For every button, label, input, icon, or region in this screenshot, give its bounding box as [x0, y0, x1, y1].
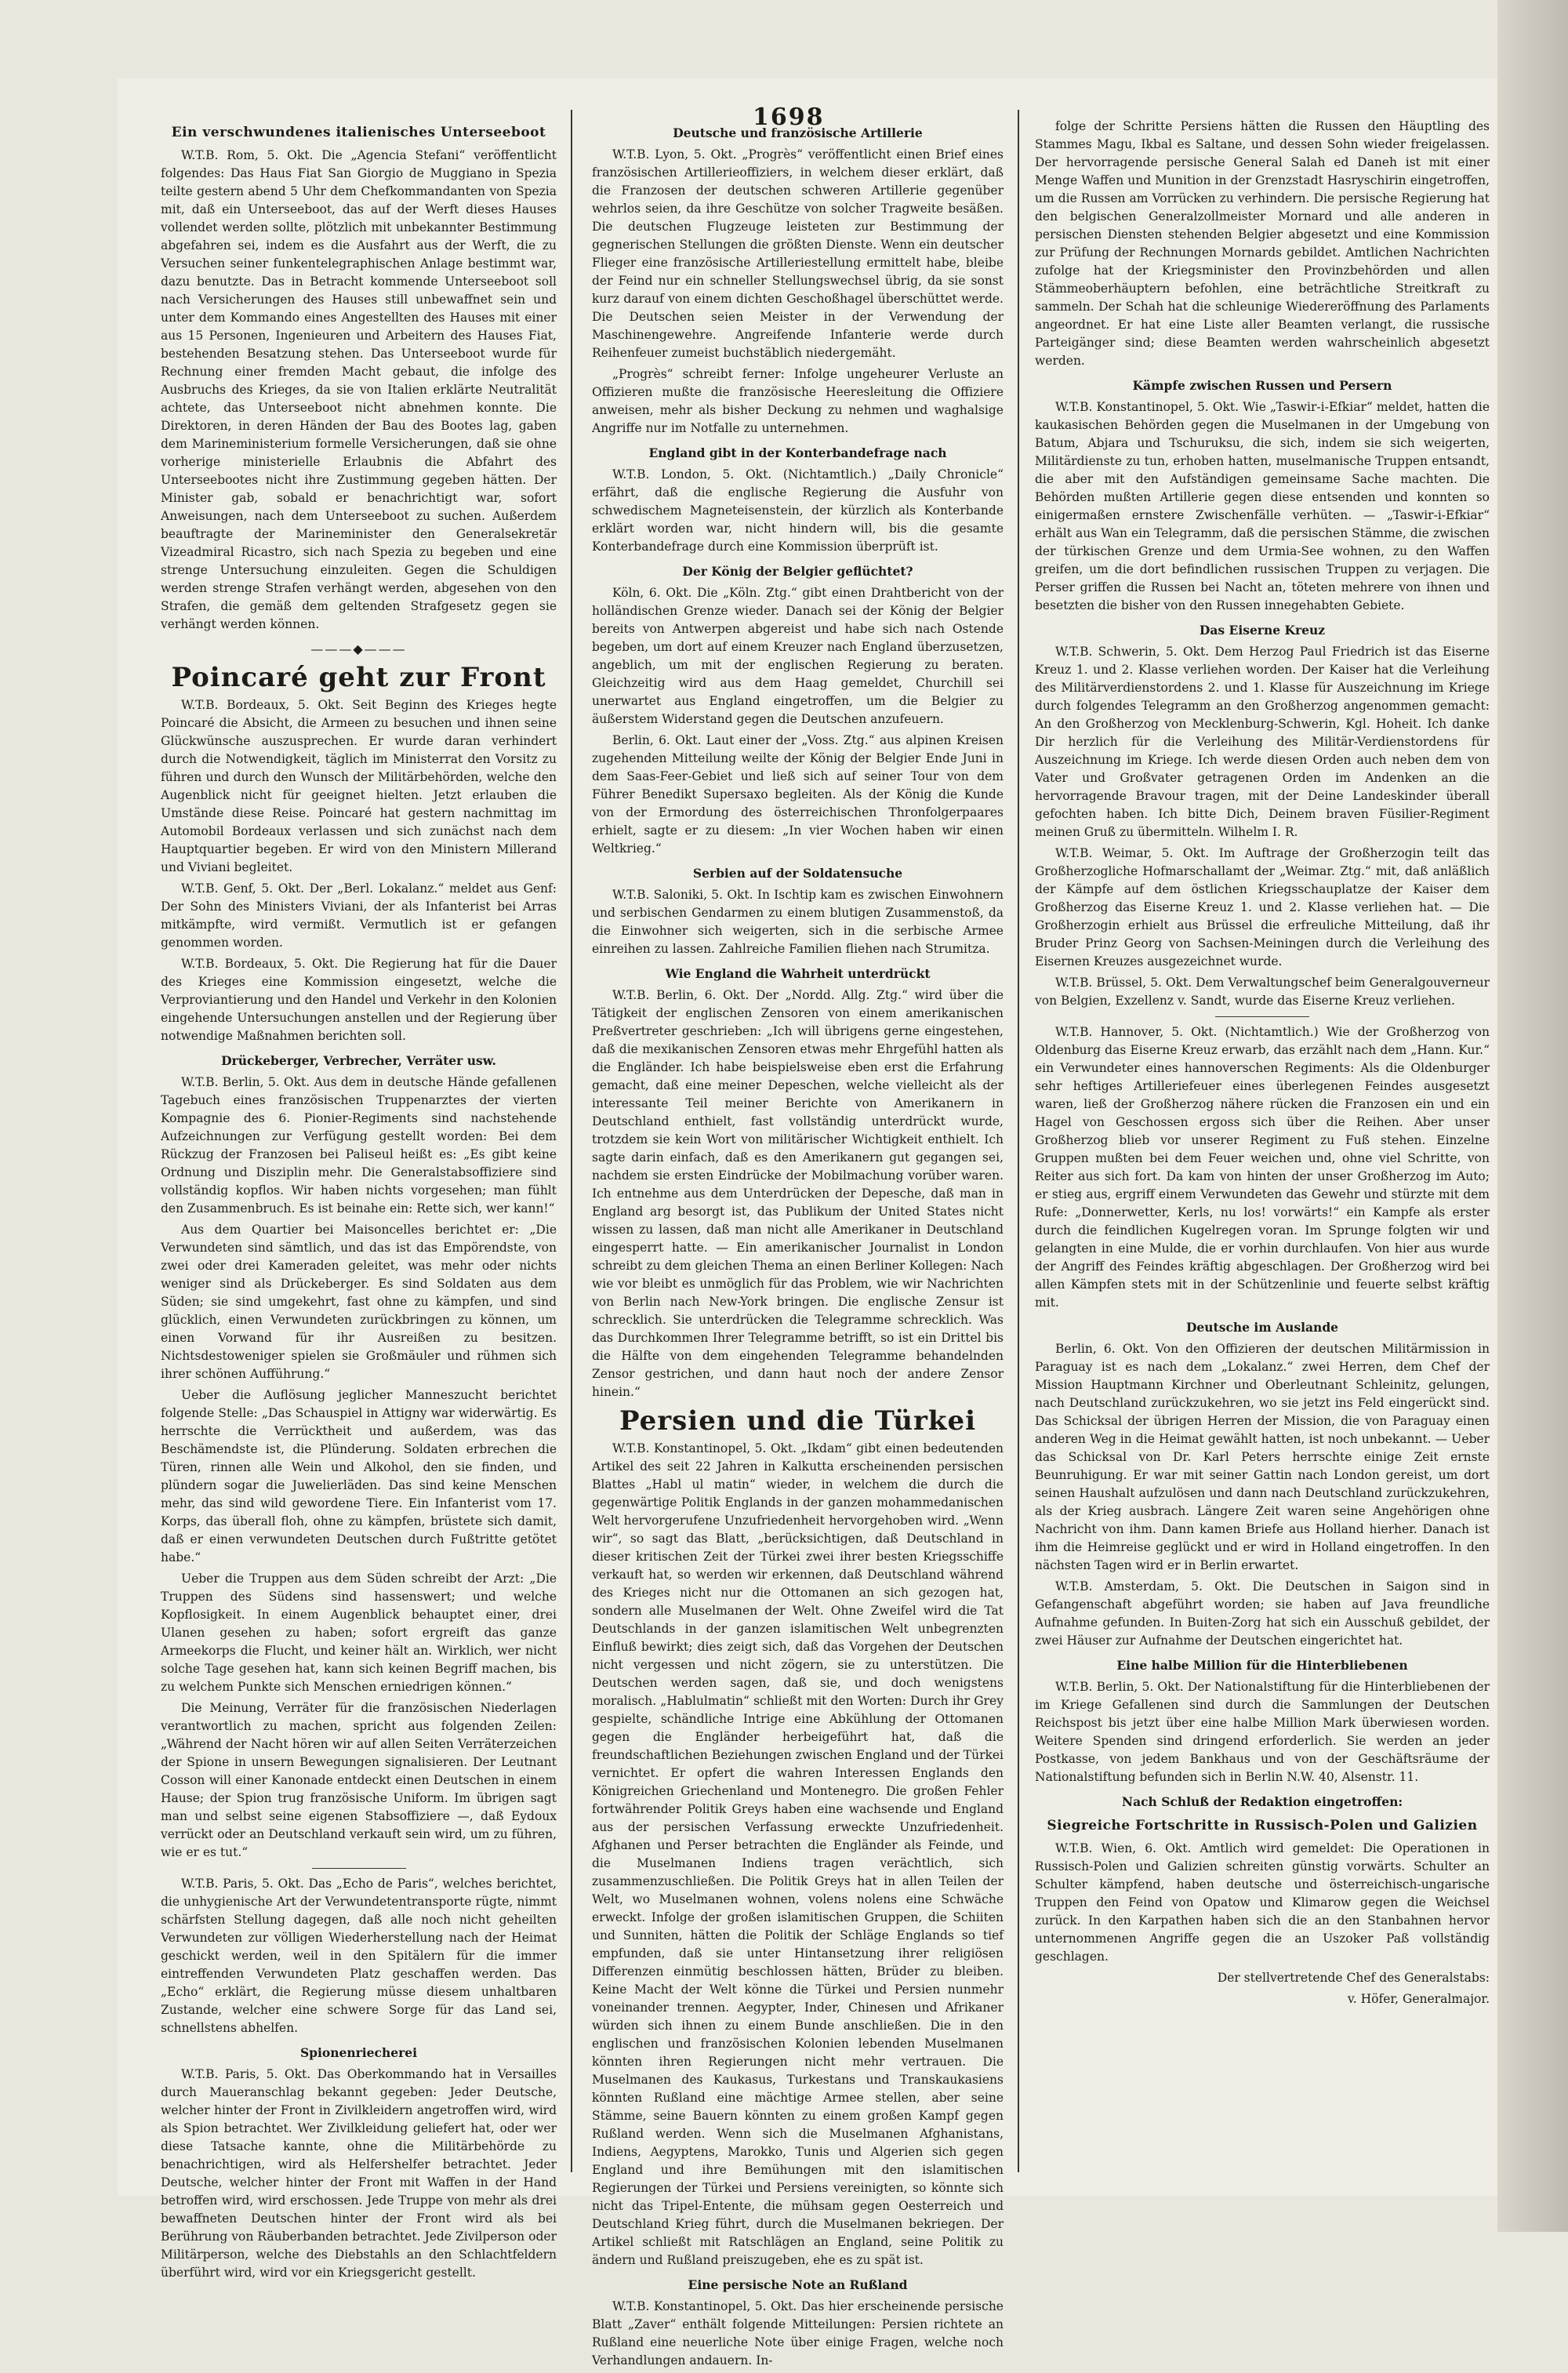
column-rule — [571, 110, 572, 2172]
article-paragraph: W.T.B. Genf, 5. Okt. Der „Berl. Lokalanz.“ meldet aus Genf: Der Sohn des Ministers Viviani, der als Infanterist bei Arras mitkämpfte, wird vermißt. Vermutlich ist er gefangen genommen worden. — [161, 881, 557, 950]
article-paragraph: W.T.B. Berlin, 5. Okt. Aus dem in deutsche Hände gefallenen Tagebuch eines französischen Truppenarztes der vierten Kompagnie des 6. Pionier-Regiments sind nachstehende Aufzeichnungen zur Verfügung gestellt worden: Bei dem Rückzug der Franzosen bei Paliseul heißt es: „Es gibt keine Ordnung und Disziplin mehr. Die Generalstabsoffiziere sind vollständig kopflos. Wir haben nichts vorgesehen; man fühlt den Zusammenbruch. Es ist beinahe ein: Rette sich, wer kann!“ — [161, 1075, 557, 1216]
article-paragraph: W.T.B. Konstantinopel, 5. Okt. „Ikdam“ gibt einen bedeutenden Artikel des seit 22 Jahren in Kalkutta erscheinenden persischen Blattes „Habl ul matin“ wieder, in welchem die durch die gegenwärtige Politik Englands in der ganzen mohammedanischen Welt hervorgerufene Unzufriedenheit hervorgehoben wird. „Wenn wir“, so sagt das Blatt, „berücksichtigen, daß Deutschland in dieser kritischen Zeit der Türkei zwei ihrer besten Kriegsschiffe verkauft hat, so werden wir erkennen, daß Deutschland während des Krieges nicht nur die Ottomanen an sich gezogen hat, sondern alle Muselmanen der Welt. Ohne Zweifel wird die Tat Deutschlands in der ganzen islamitischen Welt unbegrenzten Einfluß bewirkt; dies zeigt sich, daß das Vorgehen der Deutschen nicht vergessen und nicht zögern, sie zu unterstützen. Die Deutschen werden sagen, daß sie, und doch wenigstens moralisch. „Hablulmatin“ schließt mit den Worten: Durch ihr Grey gespielte, schändliche Intrige eine Abkühlung der Ottomanen gegen die Engländer herbeigeführt hat, daß die freundschaftlichen Beziehungen zwischen England und der Türkei vernichtet. Er opfert die wahren Interessen Englands den Königreichen Griechenland und Montenegro. Die großen Fehler fortwährender Politik Greys haben eine wachsende und England aus der persischen Verfassung erweckte Unzufriedenheit. Afghanen und Perser betrachten die Engländer als Feinde, und die Muselmanen Indiens tragen verächtlich, sich zusammenzuschließen. Die Politik Greys hat in allen Teilen der Welt, wo Muselmanen wohnen, volens nolens eine Schwäche erweckt. Infolge der großen islamitischen Gruppen, die Schiiten und Sunniten, hätten die Politik der Schläge Englands so tief empfunden, daß sie unter Hintansetzung ihrer religiösen Differenzen einmütig beschlossen hätten, Brüder zu bleiben. Keine Macht der Welt könne die Türkei und Persien nunmehr voneinander trennen. Aegypter, Inder, Chinesen und Afrikaner würden sich ihnen zu einem Bunde anschließen. Die in den englischen und französischen Kolonien lebenden Muselmanen könnten ihren Regierungen nicht mehr vertrauen. Die Muselmanen des Kaukasus, Turkestans und Transkaukasiens könnten Rußland eine mächtige Armee stellen, aber seine Stämme, seine Bauern könnten zu einem großen Kampf gegen Rußland werden. Wenn sich die Muselmanen Afghanistans, Indiens, Aegyptens, Marokko, Tunis und Algerien sich gegen England und ihre Bemühungen mit den islamitischen Regierungen der Türkei und Persiens vereinigten, so könnte sich nicht das Tripel-Entente, die mühsam gegen Oesterreich und Deutschland Krieg führt, durch die Muselmanen bekriegen. Der Artikel schließt mit Ratschlägen an England, seine Politik zu ändern und Rußland preiszugeben, ehe es zu spät ist. — [592, 1441, 1004, 2267]
article-paragraph: Ueber die Auflösung jeglicher Manneszucht berichtet folgende Stelle: „Das Schauspiel in Attigny war widerwärtig. Es herrschte die Verrücktheit und außerdem, was das Beschämendste ist, die Plünderung. Soldaten erbrechen die Türen, rinnen alle Wein und Alkohol, den sie finden, und plündern sogar die Juwelierläden. Das sind keine Menschen mehr, das sind wild gewordene Tiere. Ein Infanterist vom 17. Korps, das überall floh, ohne zu kämpfen, brüstete sich damit, daß er einen verwundeten Deutschen durch Fußtritte getötet habe.“ — [161, 1388, 557, 1564]
article-paragraph: W.T.B. Schwerin, 5. Okt. Dem Herzog Paul Friedrich ist das Eiserne Kreuz 1. und 2. Klasse verliehen worden. Der Kaiser hat die Verleihung des Militärverdienstordens 2. und 1. Klasse für Auszeichnung im Kriege durch folgendes Telegramm an den Großherzog angenommen gemacht: An den Großherzog von Mecklenburg-Schwerin, Kgl. Hoheit. Ich danke Dir herzlich für die Verleihung des Militär-Verdienstordens für Auszeichnung im Kriege. Ich werde diesen Orden auch neben dem von Vater und Großvater getragenen Orden im Andenken an die hervorragende Bravour tragen, mit der Deine Landeskinder überall gefochten haben. Ich bitte Dich, Deinem braven Füsilier-Regiment meinen Gruß zu übermitteln. Wilhelm I. R. — [1035, 645, 1490, 839]
article-paragraph: Aus dem Quartier bei Maisoncelles berichtet er: „Die Verwundeten sind sämtlich, und das ist das Empörendste, von zwei oder drei Kameraden geleitet, was mehr oder nichts weniger sind als Drückeberger. Es sind Soldaten aus dem Süden; sie sind umgekehrt, fast ohne zu kämpfen, und sind glücklich, einen Verwundeten zurückbringen zu können, um einen Vorwand für ihr Ausreißen zu besitzen. Nichtsdestoweniger spielen sie Großmäuler und rühmen sich ihrer schönen Aufführung.“ — [161, 1223, 557, 1381]
article-paragraph: W.T.B. Paris, 5. Okt. Das Oberkommando hat in Versailles durch Maueranschlag bekannt gegeben: Jeder Deutsche, welcher hinter der Front in Zivilkleidern angetroffen wird, wird als Spion betrachtet. Wer Zivilkleidung geliefert hat, oder wer diese Tatsache kannte, ohne die Militärbehörde zu benachrichtigen, wird als Helfershelfer betrachtet. Jeder Deutsche, welcher hinter der Front mit Waffen in der Hand betroffen wird, wird erschossen. Jede Truppe von mehr als drei bewaffneten Deutschen hinter der Front wird als bei Berührung von Räuberbanden betrachtet. Jede Zivilperson oder Militärperson, welche des Diebstahls an den Schlachtfeldern überführt wird, wird vor ein Kriegsgericht gestellt. — [161, 2067, 557, 2280]
signature-line: Der stellvertretende Chef des Generalstabs: — [1217, 1971, 1490, 1985]
article-title: Spionenriecherei — [299, 2045, 418, 2060]
article-paragraph: W.T.B. Saloniki, 5. Okt. In Ischtip kam es zwischen Einwohnern und serbischen Gendarmen zu einem blutigen Zusammenstoß, da die Einwohner sich weigerten, sich in die serbische Armee einreihen zu lassen. Zahlreiche Familien fliehen nach Strumitza. — [592, 888, 1004, 956]
headline: Siegreiche Fortschritte in Russisch-Polen und Galizien — [1047, 1818, 1478, 1833]
article-title: Der König der Belgier geflüchtet? — [682, 564, 913, 579]
article-paragraph: W.T.B. Berlin, 6. Okt. Der „Nordd. Allg. Ztg.“ wird über die Tätigkeit der englischen Zensoren von einem amerikanischen Preßvertreter geschrieben: „Ich will übrigens gerne eingestehen, daß die mexikanischen Zensoren etwas mehr Ehrgefühl hatten als die Engländer. Ich habe beispielsweise eben erst die Erfahrung gemacht, daß eine meiner Depeschen, welche vielleicht als der interessante Teil meiner Berichte von Amerikanern in Deutschland enthielt, fast vollständig unterdrückt wurde, trotzdem sie kein Wort von militärischer Wichtigkeit enthielt. Ich sagte darin einfach, daß es den Amerikanern gut gegangen sei, nachdem sie ersten Eindrücke der Mobilmachung vorüber waren. Ich entnehme aus dem Unterdrücken der Depesche, daß man in England arg besorgt ist, das Publikum der United States nicht wissen zu lassen, daß man nicht alle Amerikaner in Deutschland eingesperrt hatte. — Ein amerikanischer Journalist in London schreibt zu dem gleichen Thema an einen Berliner Kollegen: Nach wie vor bleibt es unmöglich für das Problem, wie wir Nachrichten von Berlin nach New-York bringen. Die englische Zensur ist schrecklich. Sie unterdrücken die Telegramme schrecklich. Was das Durchkommen Ihrer Telegramme betrifft, so ist ein Drittel bis die Hälfte von dem eingehenden Telegramme behandelnden Zensor gestrichen, und dann haut noch der andere Zensor hinein.“ — [592, 988, 1004, 1399]
article-paragraph: W.T.B. Brüssel, 5. Okt. Dem Verwaltungschef beim Generalgouverneur von Belgien, Exzellenz v. Sandt, wurde das Eiserne Kreuz verliehen. — [1035, 976, 1490, 1008]
column-2 — [592, 118, 1004, 2373]
article-title: Deutsche und französische Artillerie — [673, 125, 923, 140]
article-title: England gibt in der Konterbandefrage nach — [648, 445, 947, 460]
headline: Persien und die Türkei — [619, 1405, 977, 1437]
column-1 — [161, 118, 557, 2285]
article-title: Eine persische Note an Rußland — [688, 2277, 908, 2292]
article-paragraph: W.T.B. Konstantinopel, 5. Okt. Das hier erscheinende persische Blatt „Zaver“ enthält folgende Mitteilungen: Persien richtete an Rußland eine neuerliche Note über einige Fragen, welche noch Verhandlungen andauern. In- — [592, 2299, 1004, 2368]
article-paragraph: W.T.B. Wien, 6. Okt. Amtlich wird gemeldet: Die Operationen in Russisch-Polen und Galizien schreiten günstig vorwärts. Schulter an Schulter kämpfend, haben deutsche und österreichisch-ungarische Truppen den Feind von Opatow und Klimarow gegen die Weichsel zurück. In den Karpathen haben sich die an den Stanbahnen hervor unternommenen Angriffe gegen die an Uszoker Paß vollständig geschlagen. — [1035, 1841, 1490, 1964]
article-title: Deutsche im Auslande — [1185, 1320, 1339, 1335]
article-paragraph: W.T.B. Bordeaux, 5. Okt. Die Regierung hat für die Dauer des Krieges eine Kommission eingesetzt, welche die Verproviantierung und den Handel und Verkehr in den Kolonien eingehende Untersuchungen anstellen und der Regierung über notwendige Maßnahmen berichten soll. — [161, 957, 557, 1043]
page-number: 1698 — [753, 104, 825, 131]
article-paragraph: W.T.B. Rom, 5. Okt. Die „Agencia Stefani“ veröffentlicht folgendes: Das Haus Fiat San Giorgio de Muggiano in Spezia teilte gestern abend 5 Uhr dem Chefkommandanten von Spezia mit, daß ein Unterseeboot, das auf der Werft dieses Hauses vollendet werden sollte, plötzlich mit unbekannter Bestimmung abgefahren sei, indem es die Ausfahrt aus der Werft, die zu Versuchen seiner funkentelegraphischen Anlage bestimmt war, dazu benutzte. Das in Betracht kommende Unterseeboot soll nach Versicherungen des Hauses still unbewaffnet sein und unter dem Kommando eines Angestellten des Hauses mit einer aus 15 Personen, Ingenieuren und Arbeitern des Hauses Fiat, bestehenden Besatzung stehen. Das Unterseeboot wurde für Rechnung einer fremden Macht gebaut, die infolge des Ausbruchs des Krieges, da sie von Italien erklärte Neutralität achtete, das Unterseeboot nicht abnehmen konnte. Die Direktoren, in deren Händen der Bau des Bootes lag, gaben dem Marineministerium formelle Versicherungen, daß sie ohne vorherige ministerielle Erlaubnis die Abfahrt des Unterseebootes nicht ihre Zustimmung gegeben hätten. Der Minister gab, sobald er benachrichtigt war, sofort Anweisungen, nach dem Unterseeboot zu suchen. Außerdem beauftragte der Marineminister den Generalsekretär Vizeadmiral Ricastro, sich nach Spezia zu begeben und eine strenge Untersuchung einzuleiten. Gegen die Schuldigen werden strenge Strafen verhängt werden, abgesehen von den Strafen, die gemäß dem geltenden Strafgesetz gegen sie verhängt werden können. — [161, 148, 557, 631]
article-paragraph: Berlin, 6. Okt. Von den Offizieren der deutschen Militärmission in Paraguay ist es nach dem „Lokalanz.“ zwei Herren, dem Chef der Mission Hauptmann Kirchner und Oberleutnant Schleinitz, gelungen, nach Deutschland zurückzukehren, wo sie jetzt ins Feld eingerückt sind. Das Schicksal der übrigen Herren der Mission, die von Paraguay einen anderen Weg in die Heimat gewählt hatten, ist noch unbekannt. — Ueber das Schicksal von Dr. Karl Peters herrschte einige Zeit ernste Beunruhigung. Er war mit seiner Gattin nach London gereist, um dort seinen Haushalt aufzulösen und dann nach Deutschland zurückzukehren, als der Krieg ausbrach. Längere Zeit waren seine Angehörigen ohne Nachricht von ihm. Dann kamen Briefe aus Holland hierher. Danach ist ihm die Heimreise geglückt und er wird in Holland eingetroffen. In den nächsten Tagen wird er in Berlin erwartet. — [1035, 1342, 1490, 1572]
stop-press-note: Nach Schluß der Redaktion eingetroffen: — [1121, 1794, 1403, 1809]
article-paragraph: W.T.B. London, 5. Okt. (Nichtamtlich.) „Daily Chronicle“ erfährt, daß die englische Regierung die Ausfuhr von schwedischem Magneteisenstein, der kürzlich als Konterbande erklärt worden war, nicht hindern will, bis die gesamte Konterbandefrage durch eine Kommission überprüft ist. — [592, 467, 1004, 554]
column-rule — [1018, 110, 1019, 2172]
article-paragraph: Die Meinung, Verräter für die französischen Niederlagen verantwortlich zu machen, spricht aus folgenden Zeilen: „Während der Nacht hören wir auf allen Seiten Verräterzeichen der Spione in unsern Bewegungen signalisieren. Der Leutnant Cosson will einer Kanonade entdeckt einen Deutschen in einem Hause; der Spion trug französische Uniform. Im übrigen sagt man und selbst seine eigenen Stabsoffiziere —, daß Eydoux verrückt oder an Deutschland verkauft sein wird, um zu führen, wie er es tut.“ — [161, 1701, 557, 1859]
article-paragraph: W.T.B. Amsterdam, 5. Okt. Die Deutschen in Saigon sind in Gefangenschaft abgeführt worden; sie haben auf Java freundliche Aufnahme gefunden. In Buiten-Zorg hat sich ein Ausschuß gebildet, der zwei Häuser zur Aufnahme der Deutschen eingerichtet hat. — [1035, 1579, 1490, 1648]
article-paragraph: W.T.B. Lyon, 5. Okt. „Progrès“ veröffentlicht einen Brief eines französischen Artillerieoffiziers, in welchem dieser erklärt, daß die Franzosen der deutschen schweren Artillerie gegenüber wehrlos seien, da ihre Geschütze von solcher Tragweite besäßen. Die deutschen Flugzeuge leisteten zur Bestimmung der gegnerischen Stellungen die größten Dienste. Wenn ein deutscher Flieger eine französische Artilleriestellung ermittelt habe, bleibe der Feind nur ein schneller Stellungswechsel übrig, da sie sonst kurz darauf von einem dichten Geschoßhagel überschüttet werde. Die Deutschen seien Meister in der Verwendung der Maschinengewehre. Angreifende Infanterie werde durch Reihenfeuer zumeist buchstäblich niedergemäht. — [592, 147, 1004, 360]
article-paragraph: W.T.B. Konstantinopel, 5. Okt. Wie „Taswir-i-Efkiar“ meldet, hatten die kaukasischen Behörden gegen die Muselmanen in der Umgebung von Batum, Abjara und Tschuruksu, die sich, indem sie sich weigerten, Militärdienste zu tun, erhoben hatten, muselmanische Truppen entsandt, die aber mit den Aufständigen gemeinsame Sache machten. Die Behörden mußten Artillerie gegen diese entsenden und konnten so einigermaßen ernstere Zwischenfälle verhüten. — „Taswir-i-Efkiar“ erhält aus Wan ein Telegramm, daß die persischen Stämme, die zwischen der türkischen Grenze und dem Urmia-See wohnen, zu den Waffen greifen, um die dort befindlichen russischen Truppen zu verjagen. Die Perser griffen die Russen bei Nacht an, töteten mehrere von ihnen und besetzten die bisher von den Russen innegehabten Gebiete. — [1035, 400, 1490, 612]
divider — [1215, 1016, 1309, 1017]
article-paragraph: W.T.B. Bordeaux, 5. Okt. Seit Beginn des Krieges hegte Poincaré die Absicht, die Armeen zu besuchen und ihnen seine Glückwünsche auszusprechen. Er wurde daran verhindert durch die Notwendigkeit, täglich im Ministerrat den Vorsitz zu führen und durch den Wunsch der Militärbehörden, welche den Augenblick nicht für geeignet hielten. Jetzt erlauben die Umstände diese Reise. Poincaré hat gestern nachmittag im Automobil Bordeaux verlassen und sich zunächst nach dem Hauptquartier begeben. Er wird von den Ministern Millerand und Viviani begleitet. — [161, 698, 557, 874]
article-title: Das Eiserne Kreuz — [1199, 623, 1326, 638]
article-title: Eine halbe Million für die Hinterbliebenen — [1116, 1658, 1408, 1673]
article-title: Serbien auf der Soldatensuche — [692, 866, 903, 881]
article-paragraph: W.T.B. Berlin, 5. Okt. Der Nationalstiftung für die Hinterbliebenen der im Kriege Gefallenen sind durch die Sammlungen der Deutschen Reichspost bis jetzt über eine halbe Million Mark überwiesen worden. Weitere Spenden sind dringend erforderlich. Sie werden an jeder Postkasse, von jedem Bankhaus und von der Geschäftsräume der Nationalstiftung befunden sich in Berlin N.W. 40, Alsenstr. 11. — [1035, 1680, 1490, 1784]
article-title: Wie England die Wahrheit unterdrückt — [665, 966, 931, 981]
article-paragraph: W.T.B. Hannover, 5. Okt. (Nichtamtlich.) Wie der Großherzog von Oldenburg das Eiserne Kreuz erwarb, das erzählt nach dem „Hann. Kur.“ ein Verwundeter eines hannoverschen Regiments: Als die Oldenburger sehr heftiges Artilleriefeuer eines überlegenen Feindes ausgesetzt waren, ließ der Großherzog nähere rücken die Franzosen ein und ein Hagel von Geschossen ergoss sich über die Reihen. Aber unser Großherzog blieb vor unserer Regiment zu Fuß stehen. Einzelne Gruppen mußten bei dem Feuer weichen und, ohne viel Schritte, von Reiter aus sich fort. Da kam von hinten der unser Großherzog im Auto; er stieg aus, ergriff einem Verwundeten das Gewehr und stürzte mit dem Rufe: „Donnerwetter, Kerls, nu los! vorwärts!“ ein Kampfe als erster durch die feindlichen Kugelregen voran. Im Sprunge folgten wir und gelangten in eine Mulde, die er vorhin durchlaufen. Von hier aus wurde der Angriff des Feindes kräftig abgeschlagen. Der Großherzog wird bei allen Kämpfen stets mit in der Schützenlinie und feuerte selbst kräftig mit. — [1035, 1025, 1490, 1310]
column-3 — [1035, 118, 1490, 2011]
article-paragraph: folge der Schritte Persiens hätten die Russen den Häuptling des Stammes Magu, Ikbal es Saltane, und dessen Sohn wieder freigelassen. Der hervorragende persische General Salah ed Daneh ist mit einer Menge Waffen und Munition in der Grenzstadt Hasryschirin eingetroffen, um die Russen am Vorrücken zu verhindern. Die persische Regierung hat den belgischen Generalzollmeister Mornard und alle anderen in persischen Diensten stehenden Belgier abgesetzt und eine Kommission zur Prüfung der Rechnungen Mornards gebildet. Amtlichen Nachrichten zufolge hat der Kriegsminister den Provinzbehörden und allen Stämmeoberhäuptern befohlen, eine beträchtliche Streitkraft zu sammeln. Der Schah hat die schleunige Wiedereröffnung des Parlaments angeordnet. Er hat eine Liste aller Beamten verlangt, die russische Parteigänger sind; diese Beamten werden wahrscheinlich abgesetzt werden. — [1035, 119, 1490, 368]
article-title: Kämpfe zwischen Russen und Persern — [1132, 378, 1392, 393]
article-title: Ein verschwundenes italienisches Unterseeboot — [171, 125, 546, 140]
article-paragraph: Berlin, 6. Okt. Laut einer der „Voss. Ztg.“ aus alpinen Kreisen zugehenden Mitteilung weilte der König der Belgier Ende Juni in dem Saas-Feer-Gebiet und ließ sich auf seiner Tour von dem Führer Benedikt Supersaxo begleiten. Als der König die Kunde von der Ermordung des österreichischen Thronfolgerpaares erhielt, sagte er zu diesem: „In vier Wochen haben wir einen Weltkrieg.“ — [592, 733, 1004, 856]
article-title: Drückeberger, Verbrecher, Verräter usw. — [221, 1053, 496, 1068]
page-edge — [1497, 0, 1568, 2232]
article-paragraph: „Progrès“ schreibt ferner: Infolge ungeheurer Verluste an Offizieren mußte die französische Heeresleitung die Offiziere anweisen, mehr als bisher Deckung zu nehmen und waghalsige Angriffe nur im Notfalle zu unternehmen. — [592, 367, 1004, 435]
separator: ———◆——— — [310, 641, 407, 656]
article-paragraph: Ueber die Truppen aus dem Süden schreibt der Arzt: „Die Truppen des Südens sind hassenswert; und welche Kopflosigkeit. In einem Augenblick behauptet einer, drei Ulanen gesehen zu haben; sofort ergreift das ganze Armeekorps die Flucht, und keiner hält an. Wirklich, wer nicht solche Tage gesehen hat, kann sich keinen Begriff machen, bis zu welchem Punkte sich Menschen erniedrigen können.“ — [161, 1572, 557, 1694]
article-paragraph: W.T.B. Weimar, 5. Okt. Im Auftrage der Großherzogin teilt das Großherzogliche Hofmarschallamt der „Weimar. Ztg.“ mit, daß anläßlich der Kämpfe auf dem östlichen Kriegsschauplatze der Kaiser dem Großherzog das Eiserne Kreuz 1. und 2. Klasse verliehen hat. — Die Großherzogin erhielt aus Brüssel die erfreuliche Mitteilung, daß ihr Bruder Prinz Georg von Sachsen-Meiningen durch die Verleihung des Eisernen Kreuzes ausgezeichnet wurde. — [1035, 846, 1490, 968]
article-paragraph: W.T.B. Paris, 5. Okt. Das „Echo de Paris“, welches berichtet, die unhygienische Art der Verwundetentransporte rügte, nimmt schärfsten Stellung dagegen, daß alle noch nicht geheilten Verwundeten zur völligen Wiederherstellung nach der Heimat geschickt werden, weil in den Spitälern für die immer eintreffenden Verwundeten Platz geschaffen werden. Das „Echo“ erklärt, die Regierung müsse diesem unhaltbaren Zustande, welcher eine schwere Sorge für das Land sei, schnellstens abhelfen. — [161, 1877, 557, 2035]
divider — [312, 1868, 406, 1869]
article-paragraph: Köln, 6. Okt. Die „Köln. Ztg.“ gibt einen Drahtbericht von der holländischen Grenze wieder. Danach sei der König der Belgier bereits von Antwerpen abgereist und habe sich nach Ostende begeben, um dort auf einem Kreuzer nach England überzusetzen, angeblich, um mit der englischen Regierung zu beraten. Gleichzeitig wird aus dem Haag gemeldet, Churchill sei unerwartet aus England eingetroffen, um die Belgier zu äußerstem Widerstand gegen die Deutschen anzufeuern. — [592, 586, 1004, 726]
headline: Poincaré geht zur Front — [171, 662, 546, 693]
signature-name: v. Höfer, Generalmajor. — [1347, 1992, 1490, 2006]
